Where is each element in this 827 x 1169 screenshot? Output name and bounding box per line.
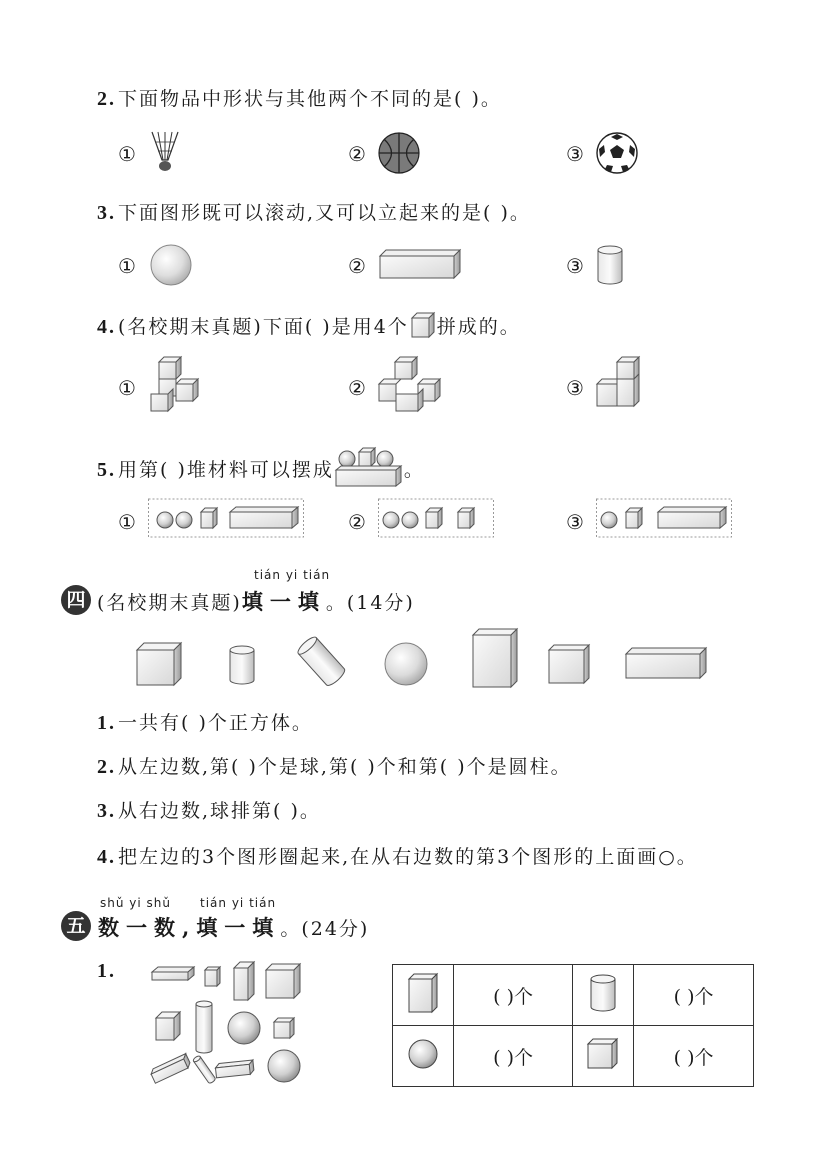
question-2: 2. 下面物品中形状与其他两个不同的是( )。 — [97, 88, 502, 110]
pinyin: tián yi tián — [254, 568, 331, 582]
cuboid-icon — [408, 973, 438, 1013]
section4-question-4: 4. 把左边的3个图形圈起来,在从右边数的第3个图形的上面画○。 — [97, 846, 698, 868]
count-blank[interactable]: ( )个 — [634, 965, 754, 1026]
section-title: (名校期末真题)填一填。(14分) — [97, 589, 415, 614]
count-blank[interactable]: ( )个 — [453, 1026, 573, 1087]
table-row — [393, 965, 754, 1026]
question-4: 4. (名校期末真题)下面( )是用4个 拼成的。 — [97, 312, 521, 339]
option-3: ③ — [566, 376, 584, 400]
section-badge: 四 — [61, 585, 91, 615]
cube-stack-1 — [150, 356, 206, 412]
sphere-icon — [407, 1038, 439, 1070]
option-1: ① — [118, 376, 136, 400]
option-1: ① — [118, 510, 136, 534]
target-structure-icon — [335, 446, 403, 488]
section-title: 数一数,填一填。(24分) — [98, 915, 370, 940]
counting-table — [392, 964, 754, 1087]
section4-question-2: 2. 从左边数,第( )个是球,第( )个和第( )个是圆柱。 — [97, 756, 572, 778]
question-3: 3. 下面图形既可以滚动,又可以立起来的是( )。 — [97, 202, 531, 224]
cube-icon — [548, 644, 590, 684]
pinyin: tián yi tián — [200, 896, 277, 910]
option-2: ② — [348, 142, 366, 166]
sphere-icon — [384, 642, 428, 686]
basketball-icon — [378, 132, 420, 174]
scattered-shapes-picture — [150, 960, 310, 1088]
cube-icon — [587, 1038, 619, 1070]
cube-icon — [411, 312, 435, 338]
option-1: ① — [118, 254, 136, 278]
cylinder-icon — [596, 244, 624, 286]
cube-icon — [136, 642, 182, 686]
table-cell-icon — [573, 965, 634, 1026]
cube-stack-2 — [378, 356, 448, 412]
question-5: 5. 用第( )堆材料可以摆成 。 — [97, 446, 425, 488]
option-2: ② — [348, 510, 366, 534]
option-3: ③ — [566, 510, 584, 534]
cylinder-icon — [228, 644, 256, 686]
tilted-cylinder-icon — [296, 636, 348, 688]
option-2: ② — [348, 254, 366, 278]
option-3: ③ — [566, 254, 584, 278]
option-3: ③ — [566, 142, 584, 166]
cylinder-icon — [589, 973, 617, 1013]
section5-question-1: 1. — [97, 960, 116, 982]
section4-question-3: 3. 从右边数,球排第( )。 — [97, 800, 321, 822]
table-row — [393, 1026, 754, 1087]
section-badge: 五 — [61, 911, 91, 941]
option-2: ② — [348, 376, 366, 400]
pinyin: shǔ yi shǔ — [100, 896, 171, 910]
table-cell-icon — [393, 965, 454, 1026]
material-pile-1 — [148, 498, 304, 538]
soccer-ball-icon — [596, 132, 638, 174]
shapes-row — [0, 628, 827, 688]
section4-question-1: 1. 一共有( )个正方体。 — [97, 712, 313, 734]
option-1: ① — [118, 142, 136, 166]
shuttlecock-icon — [150, 130, 180, 174]
material-pile-3 — [596, 498, 732, 538]
long-cuboid-icon — [624, 646, 708, 680]
table-cell-icon — [573, 1026, 634, 1087]
tall-cuboid-icon — [472, 628, 518, 688]
cuboid-icon — [378, 248, 462, 280]
sphere-icon — [150, 244, 192, 286]
cube-stack-3 — [596, 356, 644, 412]
count-blank[interactable]: ( )个 — [634, 1026, 754, 1087]
material-pile-2 — [378, 498, 494, 538]
count-blank[interactable]: ( )个 — [453, 965, 573, 1026]
table-cell-icon — [393, 1026, 454, 1087]
